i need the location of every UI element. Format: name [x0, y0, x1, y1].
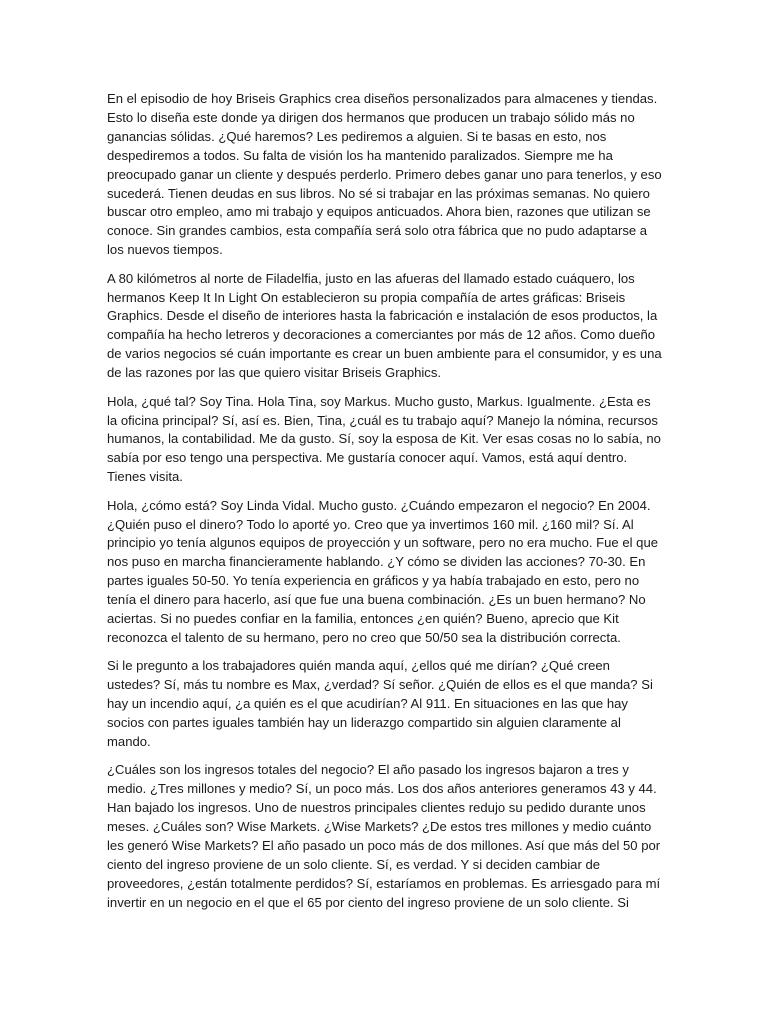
paragraph-6: ¿Cuáles son los ingresos totales del negocio? El año pasado los ingresos bajaron a tres y medio. ¿Tres millones y medio? Sí, un poco más. Los dos años anteriores generamos 43 y 44. Han bajado los ingresos. Uno de nuestros principales clientes redujo su pedido durante unos meses. ¿Cuáles son? Wise Markets. ¿Wise Markets? ¿De estos tres millones y medio cuánto les generó Wise Markets? El año pasado un poco más de dos millones. Así que más del 50 por ciento del ingreso proviene de un solo cliente. Sí, es verdad. Y si deciden cambiar de proveedores, ¿están totalmente perdidos? Sí, estaríamos en problemas. Es arriesgado para mí invertir en un negocio en el que el 65 por ciento del ingreso proviene de un solo cliente. Si	[107, 762, 661, 910]
paragraph-5: Si le pregunto a los trabajadores quién manda aquí, ¿ellos qué me dirían? ¿Qué creen ustedes? Sí, más tu nombre es Max, ¿verdad? Sí señor. ¿Quién de ellos es el que manda? Si hay un incendio aquí, ¿a quién es el que acudirían? Al 911. En situaciones en las que hay socios con partes iguales también hay un liderazgo compartido sin alguien claramente al mando.	[107, 658, 653, 749]
document-body	[107, 90, 663, 913]
paragraph-2: A 80 kilómetros al norte de Filadelfia, justo en las afueras del llamado estado cuáquero, los hermanos Keep It In Light On establecieron su propia compañía de artes gráficas: Briseis Graphics. Desde el diseño de interiores hasta la fabricación e instalación de esos productos, la compañía ha hecho letreros y decoraciones a comerciantes por más de 12 años. Como dueño de varios negocios sé cuán importante es crear un buen ambiente para el consumidor, y es una de las razones por las que quiero visitar Briseis Graphics.	[107, 270, 662, 381]
paragraph-1: En el episodio de hoy Briseis Graphics crea diseños personalizados para almacenes y tiendas. Esto lo diseña este donde ya dirigen dos hermanos que producen un trabajo sólido más no ganancias sólidas. ¿Qué haremos? Les pediremos a alguien. Si te basas en esto, nos despediremos a todos. Su falta de visión los ha mantenido paralizados. Siempre me ha preocupado ganar un cliente y después perderlo. Primero debes ganar uno para tenerlos, y eso sucederá. Tienen deudas en sus libros. No sé si trabajar en las próximas semanas. No quiero buscar otro empleo, amo mi trabajo y equipos anticuados. Ahora bien, razones que utilizan se conoce. Sin grandes cambios, esta compañía será solo otra fábrica que no pudo adaptarse a los nuevos tiempos.	[107, 91, 662, 258]
paragraph-3: Hola, ¿qué tal? Soy Tina. Hola Tina, soy Markus. Mucho gusto, Markus. Igualmente. ¿Esta es la oficina principal? Sí, así es. Bien, Tina, ¿cuál es tu trabajo aquí? Manejo la nómina, recursos humanos, la contabilidad. Me da gusto. Sí, soy la esposa de Kit. Ver esas cosas no lo sabía, no sabía por eso tengo una perspectiva. Me gustaría conocer aquí. Vamos, está aquí dentro. Tienes visita.	[107, 393, 661, 485]
paragraph-4: Hola, ¿cómo está? Soy Linda Vidal. Mucho gusto. ¿Cuándo empezaron el negocio? En 2004. ¿Quién puso el dinero? Todo lo aporté yo. Creo que ya invertimos 160 mil. ¿160 mil? Sí. Al principio yo tenía algunos equipos de proyección y un software, pero no era mucho. Fue el que nos puso en marcha financieramente hablando. ¿Y cómo se dividen las acciones? 70-30. En partes iguales 50-50. Yo tenía experiencia en gráficos y ya había trabajado en esto, pero no tenía el dinero para hacerlo, así que fue una buena combinación. ¿Es un buen hermano? No aciertas. Si no puedes confiar en la familia, entonces ¿en quién? Bueno, aprecio que Kit reconozca el talento de su hermano, pero no creo que 50/50 sea la distribución correcta.	[107, 497, 659, 645]
